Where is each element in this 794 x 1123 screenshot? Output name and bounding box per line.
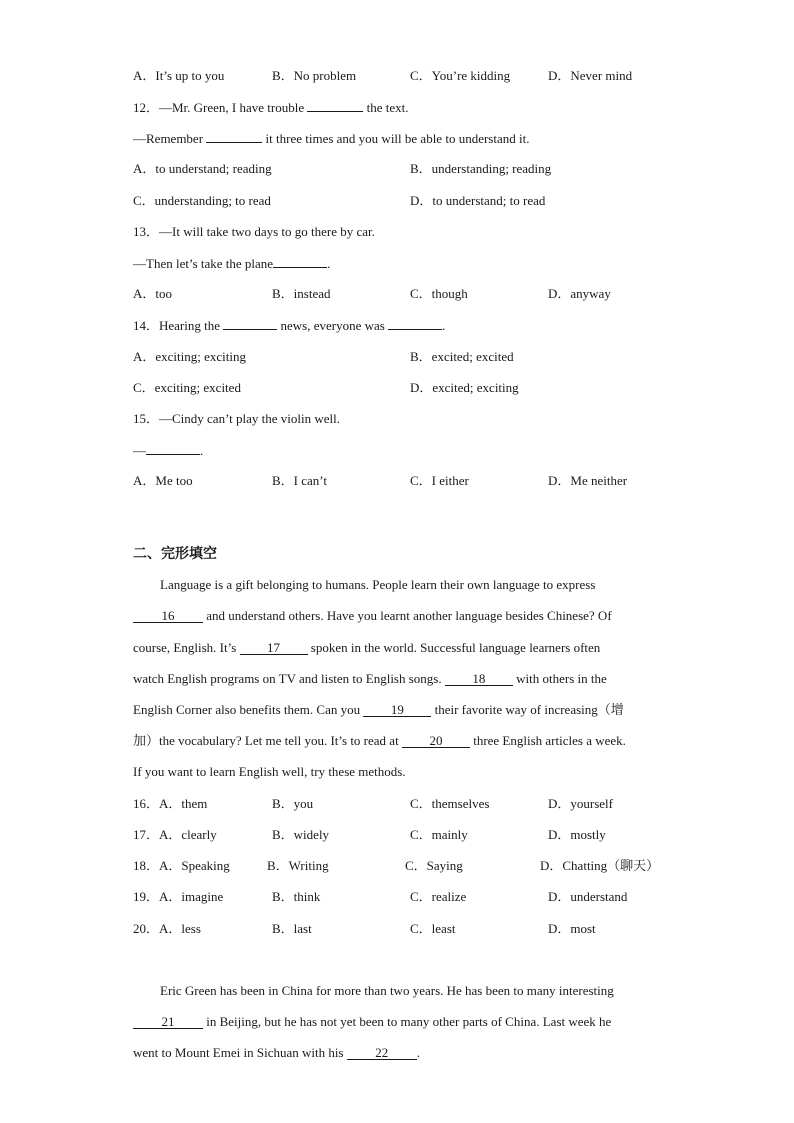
q18-option-d: D．Chatting（聊天） xyxy=(540,858,660,873)
blank xyxy=(273,255,327,268)
passage1-line5 xyxy=(133,702,624,718)
passage1-line3-pre: course, English. It’s xyxy=(133,640,237,655)
section-2-title: 二、完形填空 xyxy=(133,546,217,562)
blank xyxy=(307,99,363,112)
q13-option-d: D．anyway xyxy=(548,286,611,301)
passage2-line3-pre: went to Mount Emei in Sichuan with his xyxy=(133,1045,344,1060)
q16-option-d: D．yourself xyxy=(548,796,613,811)
q14-stem-mid: news, everyone was xyxy=(280,318,385,333)
blank-17: 17 xyxy=(240,641,308,655)
q15-line2-pre: — xyxy=(133,443,146,458)
q14-stem xyxy=(133,317,445,334)
q13-option-a: A．too xyxy=(133,286,173,301)
q15-option-a: A．Me too xyxy=(133,473,193,488)
q13-line2-pre: —Then let’s take the plane xyxy=(133,256,274,271)
q18-option-c: C．Saying xyxy=(405,858,463,873)
blank-22: 22 xyxy=(347,1046,417,1060)
q13-option-b: B．instead xyxy=(272,286,331,301)
q17-option-a: 17．A．clearly xyxy=(133,827,217,842)
q14-option-d: D．excited; exciting xyxy=(410,380,519,395)
blank xyxy=(146,442,200,455)
q17-option-c: C．mainly xyxy=(410,827,468,842)
q19-option-d: D．understand xyxy=(548,889,628,904)
blank-18: 18 xyxy=(445,672,513,686)
q13-option-c: C．though xyxy=(410,286,468,301)
blank-19: 19 xyxy=(363,703,431,717)
q12-stem-line2 xyxy=(133,130,529,147)
passage2-line1: Eric Green has been in China for more than two years. He has been to many interesting xyxy=(160,983,614,998)
q14-option-c: C．exciting; excited xyxy=(133,380,241,395)
q14-stem-post: . xyxy=(442,318,446,333)
q19-option-a: 19．A．imagine xyxy=(133,889,224,904)
passage1-line3-post: spoken in the world. Successful language learners often xyxy=(310,640,601,655)
q15-stem-line1: 15．—Cindy can’t play the violin well. xyxy=(133,411,341,426)
blank xyxy=(388,317,442,330)
q12-stem-post: the text. xyxy=(366,100,409,115)
blank xyxy=(206,130,262,143)
passage1-line2 xyxy=(133,608,612,624)
q11-option-a: A．It’s up to you xyxy=(133,68,225,83)
passage1-line6-post: three English articles a week. xyxy=(473,733,626,748)
passage1-line3 xyxy=(133,640,600,656)
q12-option-b: B．understanding; reading xyxy=(410,161,552,176)
passage1-line7: If you want to learn English well, try these methods. xyxy=(133,764,406,779)
passage2-line3-post: . xyxy=(416,1045,421,1060)
q12-option-c: C．understanding; to read xyxy=(133,193,271,208)
passage2-line2-text: in Beijing, but he has not yet been to many other parts of China. Last week he xyxy=(206,1014,612,1029)
q17-option-d: D．mostly xyxy=(548,827,606,842)
q12-option-a: A．to understand; reading xyxy=(133,161,272,176)
q20-option-c: C．least xyxy=(410,921,456,936)
passage1-line5-pre: English Corner also benefits them. Can you xyxy=(133,702,361,717)
q18-option-a: 18．A．Speaking xyxy=(133,858,230,873)
q20-option-b: B．last xyxy=(272,921,312,936)
passage1-line6 xyxy=(133,733,626,749)
q12-stem-pre: 12．—Mr. Green, I have trouble xyxy=(133,100,305,115)
q15-option-c: C．I either xyxy=(410,473,469,488)
q19-option-c: C．realize xyxy=(410,889,467,904)
q13-stem-line1: 13．—It will take two days to go there by car. xyxy=(133,224,375,239)
blank-21: 21 xyxy=(133,1015,203,1029)
q13-line2-post: . xyxy=(327,256,331,271)
q11-option-b: B．No problem xyxy=(272,68,357,83)
q14-stem-pre: 14．Hearing the xyxy=(133,318,221,333)
passage2-line3 xyxy=(133,1045,420,1061)
passage1-line5-post: their favorite way of increasing（增 xyxy=(434,702,624,717)
q13-stem-line2 xyxy=(133,255,330,272)
q12-line2-pre: —Remember xyxy=(133,131,204,146)
q16-option-a: 16．A．them xyxy=(133,796,208,811)
passage2-line2 xyxy=(133,1014,611,1030)
passage1-line4 xyxy=(133,671,607,687)
blank-16: 16 xyxy=(133,609,203,623)
passage1-line4-pre: watch English programs on TV and listen to English songs. xyxy=(133,671,442,686)
q12-line2-post: it three times and you will be able to understand it. xyxy=(265,131,530,146)
q17-option-b: B．widely xyxy=(272,827,330,842)
q15-option-d: D．Me neither xyxy=(548,473,628,488)
blank xyxy=(223,317,277,330)
q11-option-c: C．You’re kidding xyxy=(410,68,511,83)
q18-option-b: B．Writing xyxy=(267,858,329,873)
blank-20: 20 xyxy=(402,734,470,748)
q16-option-c: C．themselves xyxy=(410,796,490,811)
q15-line2-post: . xyxy=(200,443,204,458)
passage1-line1: Language is a gift belonging to humans. People learn their own language to express xyxy=(160,577,596,592)
q11-option-d: D．Never mind xyxy=(548,68,633,83)
q14-option-a: A．exciting; exciting xyxy=(133,349,247,364)
q12-option-d: D．to understand; to read xyxy=(410,193,546,208)
q16-option-b: B．you xyxy=(272,796,314,811)
passage1-line2-text: and understand others. Have you learnt another language besides Chinese? Of xyxy=(206,608,612,623)
q20-option-a: 20．A．less xyxy=(133,921,201,936)
q14-option-b: B．excited; excited xyxy=(410,349,514,364)
q19-option-b: B．think xyxy=(272,889,321,904)
q12-stem-line1 xyxy=(133,99,409,116)
q15-stem-line2 xyxy=(133,442,203,459)
passage1-line6-pre: 加）the vocabulary? Let me tell you. It’s to read at xyxy=(133,733,399,748)
q20-option-d: D．most xyxy=(548,921,596,936)
passage1-line4-post: with others in the xyxy=(516,671,607,686)
q15-option-b: B．I can’t xyxy=(272,473,327,488)
